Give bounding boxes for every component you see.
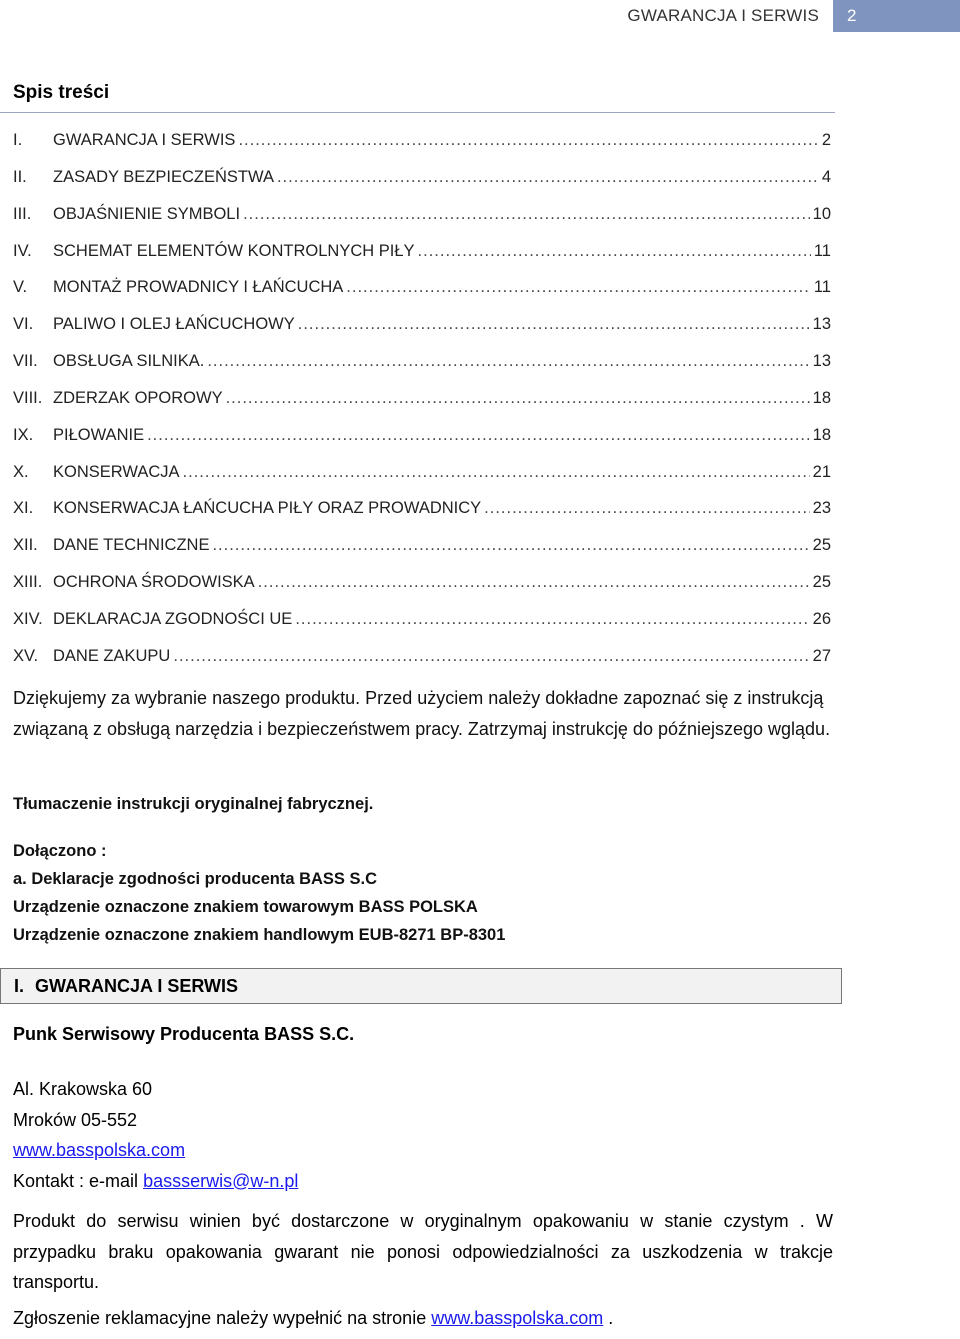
toc-entry-page: 18 <box>812 425 831 444</box>
toc-leader-dots <box>484 499 809 518</box>
toc-divider <box>0 112 835 113</box>
toc-entry-title: OBJAŚNIENIE SYMBOLI <box>53 204 241 223</box>
toc-entry-page: 25 <box>812 536 831 555</box>
trademark-line: Urządzenie oznaczone znakiem towarowym BASS POLSKA <box>13 898 478 916</box>
toc-entry-title: DANE TECHNICZNE <box>53 536 210 555</box>
website-link[interactable]: www.basspolska.com <box>13 1140 186 1160</box>
service-address <box>13 1074 298 1196</box>
toc-entry-page: 23 <box>812 499 831 518</box>
toc-entry[interactable] <box>13 352 831 389</box>
toc-entry-number: XII. <box>13 536 38 555</box>
attached-item: a. Deklaracje zgodności producenta BASS S.C <box>13 870 378 888</box>
toc-entry-number: XI. <box>13 499 34 518</box>
toc-leader-dots <box>226 389 810 408</box>
toc-entry-title: OBSŁUGA SILNIKA. <box>53 352 205 371</box>
toc-entry-title: MONTAŻ PROWADNICY I ŁAŃCUCHA <box>53 278 344 297</box>
toc-entry-title: DEKLARACJA ZGODNOŚCI UE <box>53 609 293 628</box>
address-city: Mroków 05-552 <box>13 1109 138 1130</box>
toc-entry-number: I. <box>13 131 23 149</box>
toc-entry-page: 4 <box>821 167 831 186</box>
toc-entry-title: PALIWO I OLEJ ŁAŃCUCHOWY <box>53 315 295 334</box>
toc-leader-dots <box>298 315 810 334</box>
section-title: GWARANCJA I SERWIS <box>35 975 239 996</box>
toc-entry[interactable] <box>13 315 831 352</box>
toc-entry[interactable] <box>13 463 831 500</box>
intro-paragraph: Dziękujemy za wybranie naszego produktu. Przed użyciem należy dokładne zapoznać się z instrukcją związaną z obsługą narzędzia i bezpieczeństwem pracy. Zatrzymaj instrukcję do późniejszego wglądu. <box>13 688 831 739</box>
toc-entry-title: KONSERWACJA <box>53 462 180 481</box>
claim-text: Zgłoszenie reklamacyjne należy wypełnić na stronie <box>13 1308 432 1328</box>
toc-entry[interactable] <box>13 426 831 463</box>
claim-end: . <box>603 1308 614 1328</box>
toc-entry-number: XV. <box>13 646 39 665</box>
toc-entry-number: VIII. <box>13 388 43 407</box>
toc-leader-dots <box>346 278 811 297</box>
toc-entry[interactable] <box>13 536 831 573</box>
toc-entry-page: 11 <box>813 241 831 260</box>
toc-leader-dots <box>277 168 819 187</box>
toc-leader-dots <box>173 647 809 666</box>
email-link[interactable]: bassserwis@w-n.pl <box>143 1170 299 1191</box>
toc-entry-title: DANE ZAKUPU <box>53 646 171 665</box>
section-heading <box>0 968 842 1004</box>
toc-entry-page: 18 <box>812 388 831 407</box>
toc-entry-page: 11 <box>813 278 831 297</box>
toc-entry-number: IX. <box>13 425 34 444</box>
toc-entry-page: 25 <box>812 573 831 592</box>
toc-entry-number: VI. <box>13 315 34 334</box>
toc-entry[interactable] <box>13 573 831 610</box>
toc-leader-dots <box>207 352 809 371</box>
toc-entry[interactable] <box>13 168 831 205</box>
toc-entry-number: III. <box>13 204 32 223</box>
claim-line <box>13 1308 613 1329</box>
toc-entry-title: PIŁOWANIE <box>53 425 145 444</box>
toc-entry-title: KONSERWACJA ŁAŃCUCHA PIŁY ORAZ PROWADNICY <box>53 499 482 518</box>
table-of-contents <box>13 131 831 684</box>
toc-entry-page: 21 <box>812 462 831 481</box>
toc-title: Spis treści <box>13 82 110 103</box>
toc-entry[interactable] <box>13 499 831 536</box>
service-name: Punk Serwisowy Producenta BASS S.C. <box>13 1024 355 1044</box>
contact-line <box>13 1166 298 1197</box>
header-title: GWARANCJA I SERWIS <box>627 6 819 25</box>
contact-label: Kontakt : e-mail <box>13 1170 144 1191</box>
packaging-note: Produkt do serwisu winien być dostarczone w oryginalnym opakowaniu w stanie czystym . W przypadku braku opakowania gwarant nie ponosi odpowiedzialności za uszkodzenia w trakcje transportu. <box>13 1211 833 1292</box>
toc-entry[interactable] <box>13 389 831 426</box>
toc-leader-dots <box>243 205 810 224</box>
toc-entry-page: 27 <box>812 646 831 665</box>
toc-entry-number: X. <box>13 462 29 481</box>
toc-entry-number: II. <box>13 167 27 186</box>
toc-leader-dots <box>183 463 810 482</box>
toc-leader-dots <box>238 131 818 150</box>
toc-entry[interactable] <box>13 205 831 242</box>
page-number: 2 <box>833 0 960 32</box>
toc-leader-dots <box>258 573 810 592</box>
attached-label: Dołączono : <box>13 842 107 860</box>
toc-entry-title: ZASADY BEZPIECZEŃSTWA <box>53 167 274 186</box>
claim-website-link[interactable]: www.basspolska.com <box>431 1308 604 1328</box>
toc-entry-page: 10 <box>812 204 831 223</box>
toc-entry-number: XIV. <box>13 609 43 628</box>
toc-leader-dots <box>418 242 811 261</box>
toc-entry[interactable] <box>13 647 831 684</box>
toc-leader-dots <box>147 426 810 445</box>
toc-entry-number: V. <box>13 278 28 297</box>
toc-entry-page: 26 <box>812 609 831 628</box>
toc-entry[interactable] <box>13 610 831 647</box>
toc-entry-page: 13 <box>812 352 831 371</box>
toc-entry[interactable] <box>13 131 831 168</box>
toc-leader-dots <box>212 536 809 555</box>
page-header <box>627 0 960 32</box>
toc-entry-title: OCHRONA ŚRODOWISKA <box>53 573 255 592</box>
toc-entry[interactable] <box>13 278 831 315</box>
address-street: Al. Krakowska 60 <box>13 1079 153 1099</box>
toc-entry-title: GWARANCJA I SERWIS <box>53 131 236 149</box>
toc-entry-page: 2 <box>821 131 831 149</box>
toc-entry[interactable] <box>13 242 831 279</box>
toc-entry-number: XIII. <box>13 573 43 592</box>
toc-entry-title: SCHEMAT ELEMENTÓW KONTROLNYCH PIŁY <box>53 241 415 260</box>
toc-entry-number: VII. <box>13 352 38 371</box>
toc-entry-number: IV. <box>13 241 32 260</box>
trade-name-line: Urządzenie oznaczone znakiem handlowym EUB-8271 BP-8301 <box>13 926 506 944</box>
toc-entry-title: ZDERZAK OPOROWY <box>53 388 223 407</box>
toc-leader-dots <box>295 610 809 629</box>
translation-note: Tłumaczenie instrukcji oryginalnej fabrycznej. <box>13 795 374 813</box>
toc-entry-page: 13 <box>812 315 831 334</box>
section-number: I. <box>14 975 25 996</box>
